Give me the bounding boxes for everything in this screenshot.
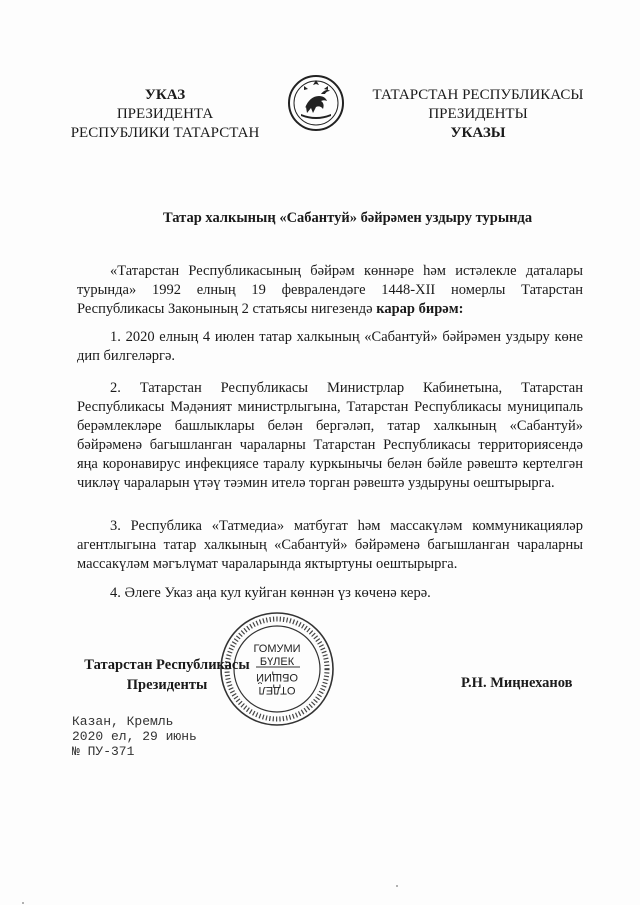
preamble-bold: карар бирәм:: [376, 301, 464, 317]
place-line: Казан, Кремль: [72, 714, 174, 729]
scan-speck: [396, 885, 398, 887]
header-left: [60, 86, 270, 143]
stamp-line-4: ОТДЕЛ: [258, 684, 296, 696]
paragraph-item-4: 4. Әлеге Указ аңа кул куйган көннән үз көченә керә.: [110, 585, 431, 601]
header-left-line-1: УКАЗ: [144, 87, 186, 103]
signature-title: [72, 655, 262, 695]
number-line: № ПУ-371: [72, 744, 135, 759]
paragraph-item-2: 2. Татарстан Республикасы Министрлар Кабинетына, Татарстан Республикасы Мәдәният министрлыгына, Татарстан Республикасы муниципаль берәмлекләре башлыклары белән бергәләп, татар халкының «Сабантуй» бәйрәменә багышланган чараларны Татарстан Республикасы территориясендә яңа коронавирус инфекциясе таралу куркынычы белән бәйле рәвештә кертелгән чикләү чараларын үтәү тәэмин ителә торган рәвештә уздыруны оештырырга.: [77, 380, 583, 491]
signature-title-line-1: Татарстан Республикасы: [84, 657, 250, 673]
header-left-line-3: РЕСПУБЛИКИ ТАТАРСТАН: [70, 125, 260, 141]
stamp-line-3: ОБЩИЙ: [256, 671, 298, 683]
date-line: 2020 ел, 29 июнь: [72, 729, 197, 744]
tatarstan-coat-of-arms-icon: [287, 74, 345, 132]
signature-title-line-2: Президенты: [126, 677, 208, 693]
paragraph-item-1: 1. 2020 елның 4 июлен татар халкының «Сабантуй» бәйрәмен уздыру көне дип билгеләргә.: [77, 329, 583, 364]
header-right: [358, 86, 598, 143]
header-right-line-3: УКАЗЫ: [450, 125, 506, 141]
stamp-line-2: БҮЛЕК: [259, 656, 295, 668]
signatory-name: Р.Н. Миңнеханов: [461, 675, 573, 691]
header-right-line-1: ТАТАРСТАН РЕСПУБЛИКАСЫ: [372, 87, 584, 103]
place-date-number: [72, 714, 197, 759]
paragraph-item-3: 3. Республика «Татмедиа» матбугат һәм массакүләм коммуникацияләр агентлыгына татар халкының «Сабантуй» бәйрәменә багышланган чараларны массакүләм мәгълүмат чараларында яктыртуны оештырырга.: [77, 518, 583, 572]
stamp-line-1: ГОМУМИ: [253, 643, 301, 655]
header-right-line-2: ПРЕЗИДЕНТЫ: [428, 106, 528, 122]
paragraph-preamble: [77, 262, 583, 319]
decree-title: Татар халкының «Сабантуй» бәйрәмен уздыру турында: [163, 210, 533, 226]
preamble-text: «Татарстан Республикасының бәйрәм көннәре һәм истәлекле даталары турында» 1992 елның 19 февралендәге 1448-XII номерлы Татарстан Республикасы Законының 2 статьясы нигезендә: [77, 263, 583, 317]
header-left-line-2: ПРЕЗИДЕНТА: [116, 106, 214, 122]
scan-speck: [22, 902, 24, 904]
